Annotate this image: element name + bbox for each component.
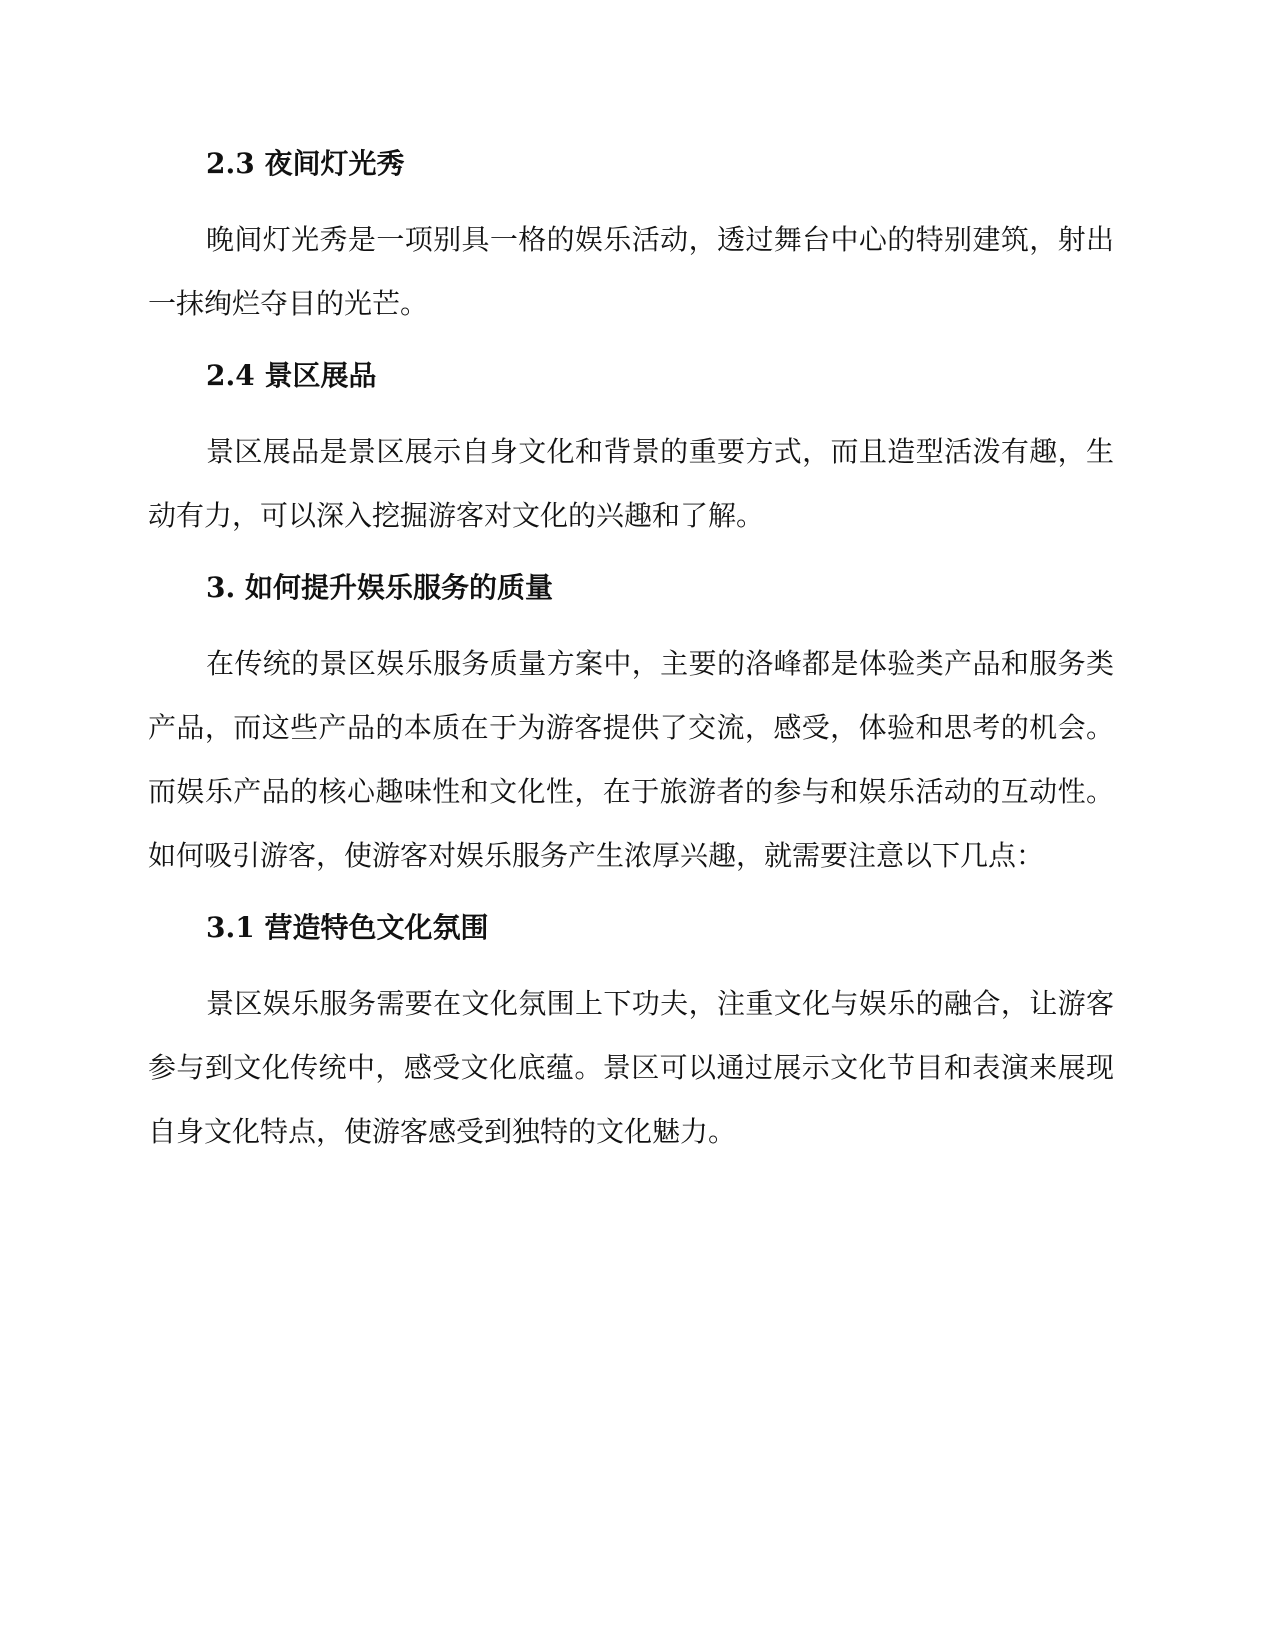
section-3-1-paragraph: 景区娱乐服务需要在文化氛围上下功夫，注重文化与娱乐的融合，让游客参与到文化传统中，感受文化底蕴。景区可以通过展示文化节目和表演来展现自身文化特点，使游客感受到独特的文化魅力。 — [148, 987, 1114, 1148]
section-3-heading: 3. 如何提升娱乐服务的质量 — [206, 571, 553, 604]
document-page — [148, 140, 1114, 1164]
section-2-4-heading: 2.4 景区展品 — [206, 359, 377, 392]
section-2-3-paragraph: 晚间灯光秀是一项别具一格的娱乐活动，透过舞台中心的特别建筑，射出一抹绚烂夺目的光芒。 — [148, 223, 1114, 320]
section-2-3-heading: 2.3 夜间灯光秀 — [206, 147, 405, 180]
section-3-1-heading: 3.1 营造特色文化氛围 — [206, 911, 489, 944]
section-3-paragraph: 在传统的景区娱乐服务质量方案中，主要的洛峰都是体验类产品和服务类产品，而这些产品的本质在于为游客提供了交流，感受，体验和思考的机会。而娱乐产品的核心趣味性和文化性，在于旅游者的参与和娱乐活动的互动性。如何吸引游客，使游客对娱乐服务产生浓厚兴趣，就需要注意以下几点： — [148, 647, 1114, 872]
section-2-4-paragraph: 景区展品是景区展示自身文化和背景的重要方式，而且造型活泼有趣，生动有力，可以深入挖掘游客对文化的兴趣和了解。 — [148, 435, 1114, 532]
